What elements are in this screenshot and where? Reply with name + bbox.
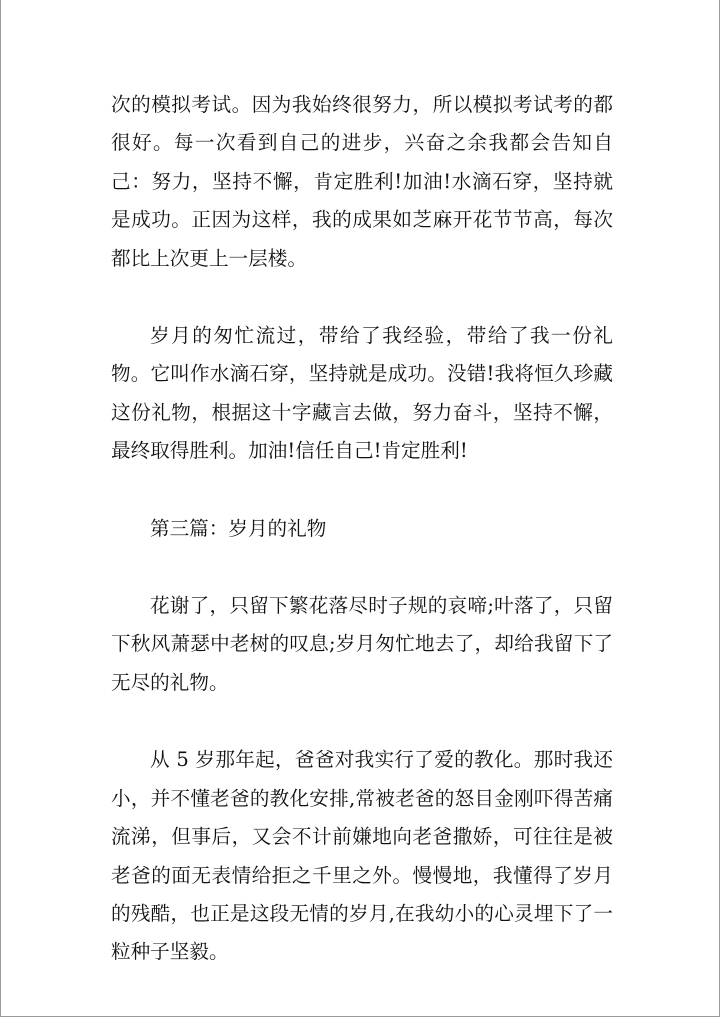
paragraph-spacer — [111, 548, 613, 587]
document-body — [111, 86, 613, 972]
paragraph-continued-exam: 次的模拟考试。因为我始终很努力，所以模拟考试考的都很好。每一次看到自己的进步，兴奋之余我都会告知自己：努力，坚持不懈，肯定胜利!加油!水滴石穿，坚持就是成功。正因为这样，我的成果如芝麻开花节节高，每次都比上次更上一层楼。 — [111, 93, 613, 270]
paragraph-spacer — [111, 278, 613, 317]
section-heading: 第三篇：岁月的礼物 — [150, 516, 327, 540]
paragraph-gift-of-years: 岁月的匆忙流过，带给了我经验，带给了我一份礼物。它叫作水滴石穿，坚持就是成功。没错!我将恒久珍藏这份礼物，根据这十字藏言去做，努力奋斗，坚持不懈，最终取得胜利。加油!信任自己!肯定胜利! — [111, 324, 613, 463]
paragraph-father-education: 从 5 岁那年起，爸爸对我实行了爱的教化。那时我还小，并不懂老爸的教化安排,常被老爸的怒目金刚吓得苦痛流涕，但事后，又会不计前嫌地向老爸撒娇，可往往是被老爸的面无表情给拒之千里之外。慢慢地，我懂得了岁月的残酷，也正是这段无情的岁月,在我幼小的心灵埋下了一粒种子坚毅。 — [111, 748, 613, 964]
paragraph-spacer — [111, 702, 613, 741]
paragraph-flowers-fade: 花谢了，只留下繁花落尽时子规的哀啼;叶落了，只留下秋风萧瑟中老树的叹息;岁月匆忙地去了，却给我留下了无尽的礼物。 — [111, 594, 613, 694]
paragraph-spacer — [111, 471, 613, 510]
